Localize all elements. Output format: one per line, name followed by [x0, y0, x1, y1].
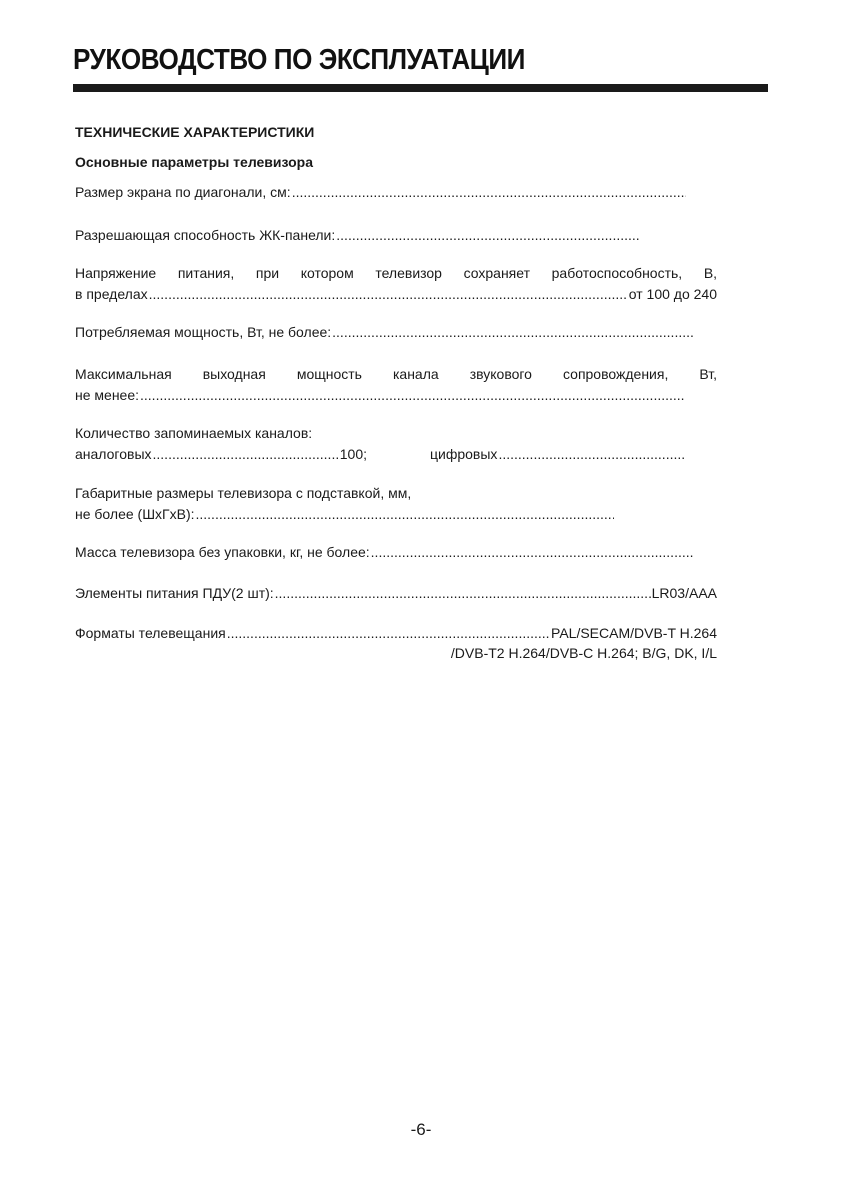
- leader-dots: [140, 387, 684, 403]
- leader-dots: [336, 227, 640, 243]
- spec-label: не менее:: [75, 387, 140, 403]
- spec-value: LR03/AAA: [651, 585, 717, 601]
- leader-dots: [149, 286, 628, 302]
- spec-value: PAL/SECAM/DVB-T H.264: [551, 625, 717, 641]
- spec-label: Потребляемая мощность, Вт, не более:: [75, 324, 332, 340]
- leader-dots: [292, 184, 686, 200]
- spec-label: аналоговых: [75, 446, 152, 462]
- spec-channels-heading: Количество запоминаемых каналов:: [75, 425, 313, 441]
- spec-value: от 100 до 240: [628, 286, 717, 302]
- leader-dots: [371, 544, 694, 560]
- section-title: ТЕХНИЧЕСКИЕ ХАРАКТЕРИСТИКИ: [75, 124, 315, 140]
- spec-voltage-line1: Напряжение питания, при котором телевизор сохраняет работоспособность, В,: [75, 265, 718, 281]
- spec-label: Масса телевизора без упаковки, кг, не более:: [75, 544, 370, 560]
- spec-channels-analog: [75, 446, 367, 462]
- spec-audio-line1: Максимальная выходная мощность канала звукового сопровождения, Вт,: [75, 366, 717, 382]
- spec-label: Форматы телевещания: [75, 625, 226, 641]
- spec-batteries: [75, 585, 717, 601]
- spec-power: [75, 324, 695, 340]
- spec-resolution: [75, 227, 641, 243]
- leader-dots: [275, 585, 651, 601]
- section-subtitle: Основные параметры телевизора: [75, 154, 314, 170]
- spec-voltage: [75, 286, 717, 302]
- spec-label: цифровых: [430, 446, 498, 462]
- leader-dots: [153, 446, 339, 462]
- page-title: РУКОВОДСТВО ПО ЭКСПЛУАТАЦИИ: [73, 44, 525, 76]
- header-rule: [73, 84, 768, 92]
- spec-channels-digital: [430, 446, 685, 462]
- spec-label: не более (ШхГхВ):: [75, 506, 195, 522]
- spec-dimensions-heading: Габаритные размеры телевизора с подставкой, мм,: [75, 485, 412, 501]
- spec-label: в пределах: [75, 286, 148, 302]
- leader-dots: [498, 446, 684, 462]
- spec-label: Разрешающая способность ЖК-панели:: [75, 227, 336, 243]
- spec-formats: [75, 625, 717, 641]
- spec-dimensions: [75, 506, 615, 522]
- spec-value: 100;: [339, 446, 367, 462]
- leader-dots: [332, 324, 694, 340]
- leader-dots: [196, 506, 615, 522]
- spec-audio: [75, 387, 685, 403]
- page-number: -6-: [410, 1120, 432, 1139]
- spec-label: Размер экрана по диагонали, см:: [75, 184, 291, 200]
- spec-formats-line2: /DVB-T2 H.264/DVB-C H.264; B/G, DK, I/L: [450, 645, 717, 661]
- spec-screen-size: [75, 184, 687, 200]
- leader-dots: [227, 625, 550, 641]
- spec-label: Элементы питания ПДУ(2 шт):: [75, 585, 274, 601]
- spec-weight: [75, 544, 695, 560]
